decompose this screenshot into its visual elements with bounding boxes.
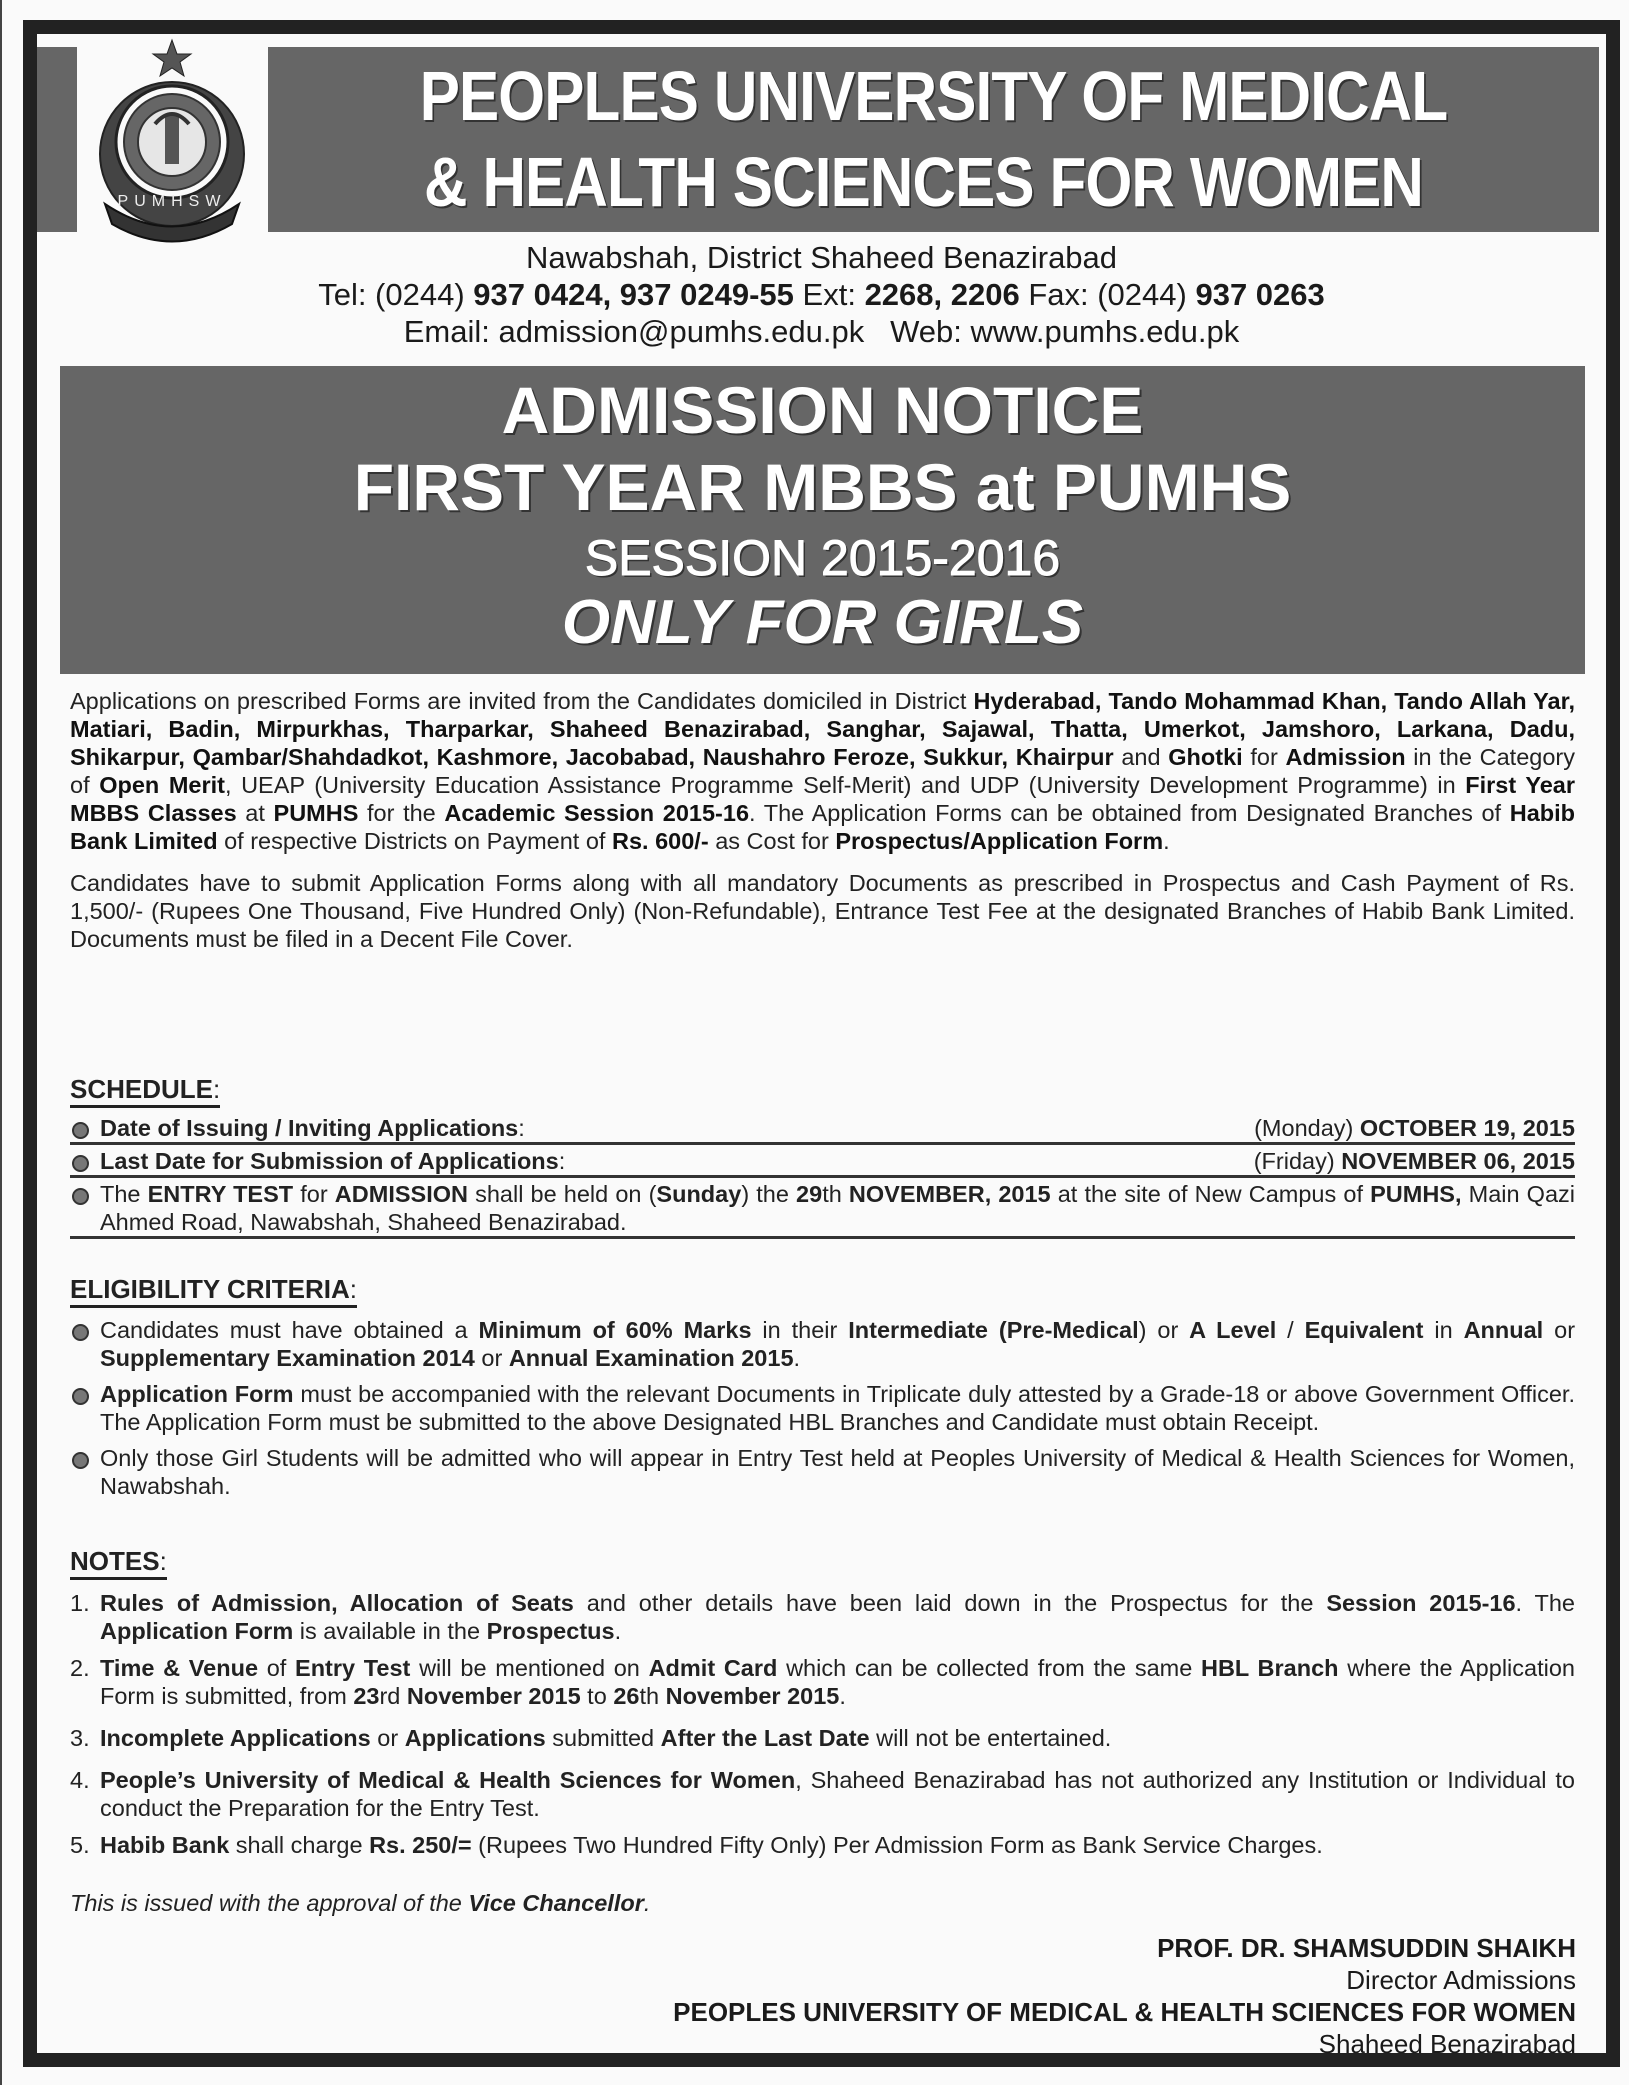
notice-title: ADMISSION NOTICE bbox=[501, 373, 1144, 447]
ext-numbers: 2268, 2206 bbox=[864, 277, 1020, 312]
bullet-icon bbox=[72, 1155, 89, 1172]
contact-info bbox=[37, 239, 1606, 350]
eligibility-item: Candidates must have obtained a Minimum of 60% Marks in their Intermediate (Pre-Medical) or A Level / Equivalent in Annual or Supplementary Examination 2014 or Annual Examination 2015. bbox=[70, 1316, 1575, 1372]
notice-frame bbox=[23, 20, 1620, 2067]
bullet-icon bbox=[72, 1452, 89, 1469]
notice-program: FIRST YEAR MBBS at PUMHS bbox=[353, 450, 1292, 524]
admission-notice-banner bbox=[60, 366, 1585, 674]
schedule-title: SCHEDULE: bbox=[70, 1074, 220, 1108]
crest-icon bbox=[77, 34, 268, 244]
fax-number: 937 0263 bbox=[1195, 277, 1325, 312]
bullet-icon bbox=[72, 1388, 89, 1405]
web-link[interactable]: www.pumhs.edu.pk bbox=[970, 314, 1240, 349]
note-item: 3. Incomplete Applications or Applications submitted After the Last Date will not be entertained. bbox=[70, 1725, 1112, 1751]
page-edge-line bbox=[0, 0, 2, 2085]
note-item: 1. Rules of Admission, Allocation of Seats and other details have been laid down in the Prospectus for the Session 2015-16. The Application Form is available in the Prospectus. bbox=[70, 1590, 1576, 1644]
university-name-line2: & HEALTH SCIENCES FOR WOMEN bbox=[423, 143, 1424, 221]
university-name-line1: PEOPLES UNIVERSITY OF MEDICAL bbox=[419, 57, 1448, 135]
bullet-icon bbox=[72, 1324, 89, 1341]
signatory-role: Director Admissions bbox=[1346, 1965, 1576, 1995]
email-web-line: Email: admission@pumhs.edu.pk Web: www.pumhs.edu.pk bbox=[403, 314, 1240, 349]
entry-test-row: The ENTRY TEST for ADMISSION shall be held on (Sunday) the 29th NOVEMBER, 2015 at the site of New Campus of PUMHS, Main Qazi Ahmed Road, Nawabshah, Shaheed Benazirabad. bbox=[70, 1180, 1575, 1239]
eligibility-section bbox=[70, 1274, 1575, 1500]
tel-numbers: 937 0424, 937 0249-55 bbox=[473, 277, 794, 312]
signatory-organization: PEOPLES UNIVERSITY OF MEDICAL & HEALTH SCIENCES FOR WOMEN bbox=[673, 1997, 1576, 2027]
notice-girls-only: ONLY FOR GIRLS bbox=[561, 588, 1084, 657]
notes-section bbox=[70, 1546, 1575, 1917]
eligibility-item: Application Form must be accompanied with the relevant Documents in Triplicate duly attested by a Grade-18 or above Government Officer. The Application Form must be submitted to the above Designated HBL Branches and Candidate must obtain Receipt. bbox=[70, 1380, 1575, 1436]
intro-paragraph: Applications on prescribed Forms are invited from the Candidates domiciled in District Hyderabad, Tando Mohammad Khan, Tando Allah Yar, Matiari, Badin, Mirpurkhas, Tharparkar, Shaheed Benazirabad, Sanghar, Sajawal, Thatta, Umerkot, Jamshoro, Larkana, Dadu, Shikarpur, Qambar/Shahdadkot, Kashmore, Jacobabad, Naushahro Feroze, Sukkur, Khairpur and Ghotki for Admission in the Category of Open Merit, UEAP (University Education Assistance Programme Self-Merit) and UDP (University Development Programme) in First Year MBBS Classes at PUMHS for the Academic Session 2015-16. The Application Forms can be obtained from Designated Branches of Habib Bank Limited of respective Districts on Payment of Rs. 600/- as Cost for Prospectus/Application Form. bbox=[70, 688, 1576, 854]
university-logo bbox=[77, 34, 268, 244]
schedule-section bbox=[70, 1074, 1575, 1239]
schedule-row: Last Date for Submission of Applications: (Friday) NOVEMBER 06, 2015 bbox=[70, 1147, 1575, 1178]
submission-paragraph: Candidates have to submit Application Forms along with all mandatory Documents as prescribed in Prospectus and Cash Payment of Rs. 1,500/- (Rupees One Thousand, Five Hundred Only) (Non-Refundable), Entrance Test Fee at the designated Branches of Habib Bank Limited. Documents must be filed in a Decent File Cover. bbox=[70, 870, 1575, 952]
header-left-strip bbox=[37, 47, 77, 232]
signatory-name: PROF. DR. SHAMSUDDIN SHAIKH bbox=[1157, 1933, 1576, 1963]
university-name-banner bbox=[268, 47, 1599, 232]
approval-note: This is issued with the approval of the Vice Chancellor. bbox=[70, 1890, 651, 1916]
bullet-icon bbox=[72, 1122, 89, 1139]
notice-session: SESSION 2015-2016 bbox=[584, 530, 1061, 586]
note-item: 4. People’s University of Medical & Health Sciences for Women, Shaheed Benazirabad has not authorized any Institution or Individual to conduct the Preparation for the Entry Test. bbox=[70, 1767, 1575, 1821]
email-link[interactable]: admission@pumhs.edu.pk bbox=[498, 314, 865, 349]
phone-line: Tel: (0244) 937 0424, 937 0249-55 Ext: 2268, 2206 Fax: (0244) 937 0263 bbox=[318, 277, 1325, 312]
eligibility-title: ELIGIBILITY CRITERIA: bbox=[70, 1274, 357, 1308]
note-item: 5. Habib Bank shall charge Rs. 250/= (Rupees Two Hundred Fifty Only) Per Admission Form as Bank Service Charges. bbox=[70, 1832, 1323, 1858]
note-item: 2. Time & Venue of Entry Test will be mentioned on Admit Card which can be collected from the same HBL Branch where the Application Form is submitted, from 23rd November 2015 to 26th November 2015. bbox=[70, 1655, 1575, 1709]
intro-section bbox=[70, 687, 1575, 953]
svg-text:PUMHSW: PUMHSW bbox=[117, 193, 227, 210]
eligibility-item: Only those Girl Students will be admitted who will appear in Entry Test held at Peoples University of Medical & Health Sciences for Women, Nawabshah. bbox=[70, 1444, 1575, 1500]
notes-title: NOTES: bbox=[70, 1546, 167, 1580]
schedule-row: Date of Issuing / Inviting Applications: (Monday) OCTOBER 19, 2015 bbox=[70, 1114, 1575, 1145]
bullet-icon bbox=[72, 1188, 89, 1205]
address-line: Nawabshah, District Shaheed Benazirabad bbox=[525, 240, 1118, 275]
signatory-place: Shaheed Benazirabad bbox=[1318, 2029, 1576, 2059]
signature-block bbox=[673, 1932, 1576, 2060]
